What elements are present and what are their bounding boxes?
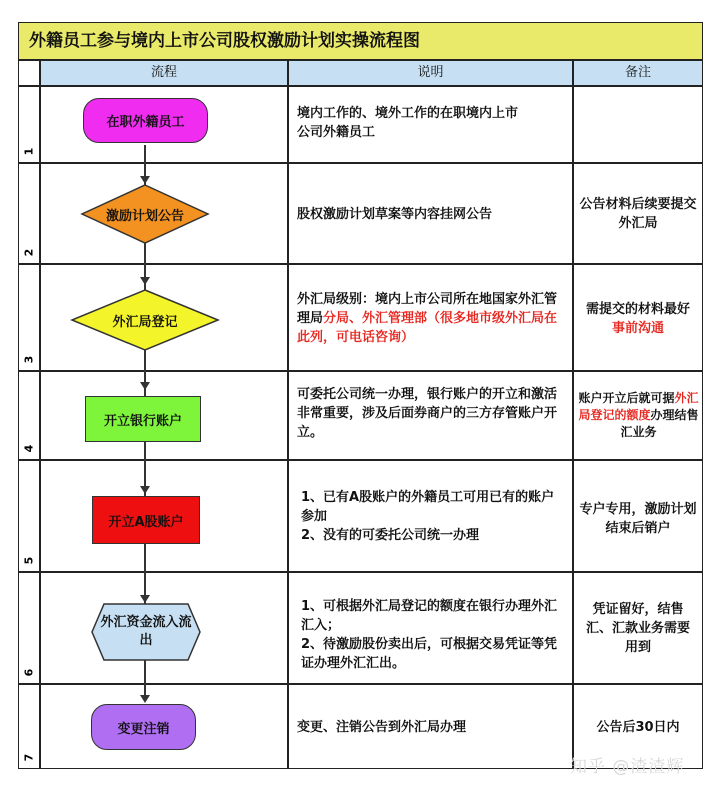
- row-number: 1: [18, 86, 40, 163]
- arrow-head: [140, 486, 150, 494]
- node-fx-flow: 外汇资金流入流出: [100, 615, 192, 648]
- arrow-head: [140, 695, 150, 703]
- desc-row-1: 境内工作的、境外工作的在职境内上市公司外籍员工: [297, 106, 519, 140]
- note-row-7: 公告后30日内: [596, 720, 680, 735]
- note-row-6: 凭证留好，结售汇、汇款业务需要用到: [585, 602, 690, 655]
- arrow-head: [140, 595, 150, 603]
- page-title: 外籍员工参与境内上市公司股权激励计划实操流程图: [18, 22, 703, 60]
- header-desc: 说明: [288, 60, 573, 86]
- desc-row-7: 变更、注销公告到外汇局办理: [297, 720, 467, 735]
- row-number: 6: [18, 572, 40, 684]
- node-safe-registration: 外汇局登记: [112, 314, 178, 330]
- note-row-5: 专户专用，激励计划结束后销户: [579, 502, 697, 536]
- desc-row-6: 1、可根据外汇局登记的额度在银行办理外汇汇入； 2、待激励股份卖出后，可根据交易凭证等凭证办理外汇汇出。: [301, 599, 558, 671]
- node-change-cancel: 变更注销: [91, 704, 196, 750]
- desc-row-4: 可委托公司统一办理，银行账户的开立和激活非常重要，涉及后面券商户的三方存管账户开立。: [297, 387, 558, 440]
- node-a-share-account: 开立A股账户: [92, 496, 200, 544]
- arrow-head: [140, 176, 150, 184]
- row-number: 4: [18, 371, 40, 460]
- note-row-2: 公告材料后续要提交外汇局: [579, 197, 697, 231]
- desc-row-5: 1、已有A股账户的外籍员工可用已有的账户参加 2、没有的可委托公司统一办理: [301, 490, 555, 543]
- node-foreign-employee: 在职外籍员工: [83, 98, 208, 143]
- header-note: 备注: [573, 60, 703, 86]
- desc-row-3: 外汇局级别：境内上市公司所在地国家外汇管理局分局、外汇管理部（很多地市级外汇局在此列，可电话咨询）: [297, 292, 558, 345]
- arrow-head: [140, 277, 150, 285]
- note-row-3: 需提交的材料最好事前沟通: [585, 302, 690, 336]
- watermark: 知乎 @渣渣辉: [570, 757, 685, 777]
- desc-row-2: 股权激励计划草案等内容挂网公告: [297, 207, 493, 222]
- row-number: 5: [18, 460, 40, 572]
- arrow-head: [140, 382, 150, 390]
- node-bank-account: 开立银行账户: [85, 396, 201, 442]
- row-number: 2: [18, 163, 40, 264]
- node-incentive-announcement: 激励计划公告: [105, 208, 184, 224]
- note-row-4: 账户开立后就可据外汇局登记的额度办理结售汇业务: [578, 391, 699, 439]
- row-number: 7: [18, 684, 40, 769]
- header-flow: 流程: [40, 60, 288, 86]
- row-number: 3: [18, 264, 40, 371]
